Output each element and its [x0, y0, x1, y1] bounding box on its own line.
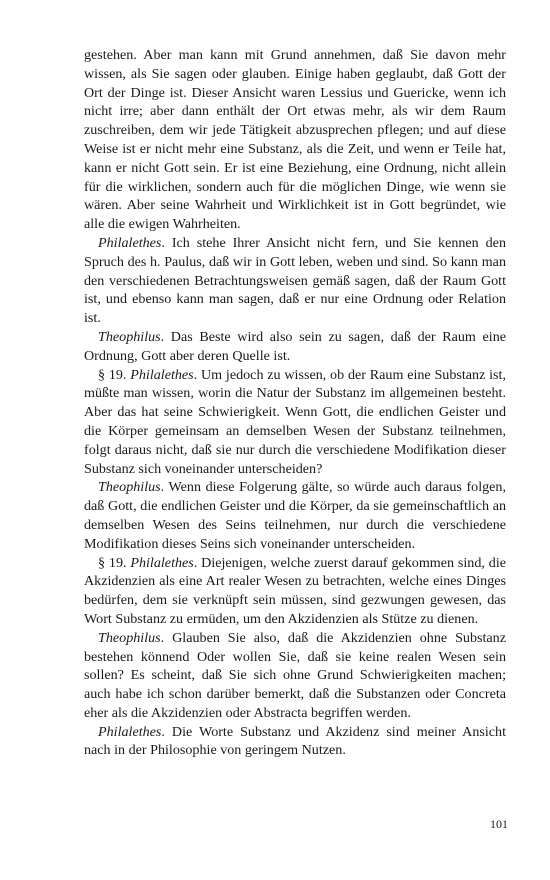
paragraph: [84, 46, 506, 234]
paragraph-text: . Diejenigen, welche zuerst darauf gekommen sind, die Akzidenzien als eine Art realer Wesen zu betrachten, welche eines Dinges bedürfen, dem sie verknüpft sein müssen, sind gezwungen gewesen, das Wort Substanz zu ermüden, um den Akzidenzien als Stütze zu dienen.: [84, 554, 506, 627]
speaker-name: Theophilus: [98, 629, 161, 646]
speaker-name: Theophilus: [98, 479, 161, 496]
paragraph-text: gestehen. Aber man kann mit Grund annehmen, daß Sie davon mehr wissen, als Sie sagen oder glauben. Einige haben geglaubt, daß Gott der Ort der Dinge ist. Dieser Ansicht waren Lessius und Guericke, wenn ich nicht irre; aber dann enthält der Ort etwas mehr, als wir dem Raum zuschreiben, dem wir jede Tätigkeit abzusprechen pflegen; und auf diese Weise ist er nicht mehr eine Substanz, als die Zeit, und wenn er Teile hat, kann er nicht Gott sein. Er ist eine Beziehung, eine Ordnung, nicht allein für die wirklichen, sondern auch für die möglichen Dinge, wie wenn sie wären. Aber seine Wahrheit und Wirklichkeit ist in Gott begründet, wie alle die ewigen Wahrheiten.: [84, 47, 506, 233]
paragraph-prefix: § 19.: [98, 366, 131, 383]
page-number: 101: [490, 817, 508, 831]
body-text: [84, 46, 506, 760]
speaker-name: Philalethes: [98, 234, 162, 251]
paragraph: [84, 723, 506, 761]
paragraph: [84, 478, 506, 553]
paragraph-text: . Die Worte Substanz und Akzidenz sind meiner Ansicht nach in der Philosophie von geringem Nutzen.: [84, 723, 506, 759]
paragraph: [84, 366, 506, 479]
paragraph: [84, 554, 506, 629]
speaker-name: Philalethes: [130, 554, 194, 571]
paragraph-prefix: § 19.: [98, 554, 131, 571]
paragraph-text: . Ich stehe Ihrer Ansicht nicht fern, und Sie kennen den Spruch des h. Paulus, daß wir in Gott leben, weben und sind. So kann man den verschiedenen Betrachtungsweisen gemäß sagen, daß der Raum Gott ist, und ebenso kann man sagen, daß er nur eine Ordnung oder Relation ist.: [84, 234, 506, 327]
speaker-name: Philalethes: [130, 366, 194, 383]
paragraph-text: . Wenn diese Folgerung gälte, so würde auch daraus folgen, daß Gott, die endlichen Geister und die Körper, da sie gemeinschaftlich an demselben Wesen des Seins teilnehmen, nur durch die verschiedene Modifikation dieses Seins sich voneinander unterscheiden.: [84, 479, 506, 552]
paragraph-text: . Das Beste wird also sein zu sagen, daß der Raum eine Ordnung, Gott aber deren Quelle ist.: [84, 328, 506, 364]
paragraph: [84, 234, 506, 328]
paragraph: [84, 629, 506, 723]
paragraph-text: . Glauben Sie also, daß die Akzidenzien ohne Substanz bestehen könnend Oder wollen Sie, daß sie keine realen Wesen sein sollen? Es scheint, daß Sie sich ohne Grund Schwierigkeiten machen; auch habe ich schon darüber bemerkt, daß die Substanzen oder Concreta eher als die Akzidenzien oder Abstracta begriffen werden.: [84, 629, 506, 721]
paragraph-text: . Um jedoch zu wissen, ob der Raum eine Substanz ist, müßte man wissen, worin die Natur der Substanz im allgemeinen besteht. Aber das hat seine Schwierigkeit. Wenn Gott, die endlichen Geister und die Körper gemeinsam an demselben Wesen der Substanz teilnehmen, folgt daraus nicht, daß sie nur durch die verschiedene Modifikation dieser Substanz sich voneinander unterscheiden?: [84, 366, 506, 477]
speaker-name: Philalethes: [98, 723, 162, 740]
paragraph: [84, 328, 506, 366]
speaker-name: Theophilus: [98, 328, 161, 345]
